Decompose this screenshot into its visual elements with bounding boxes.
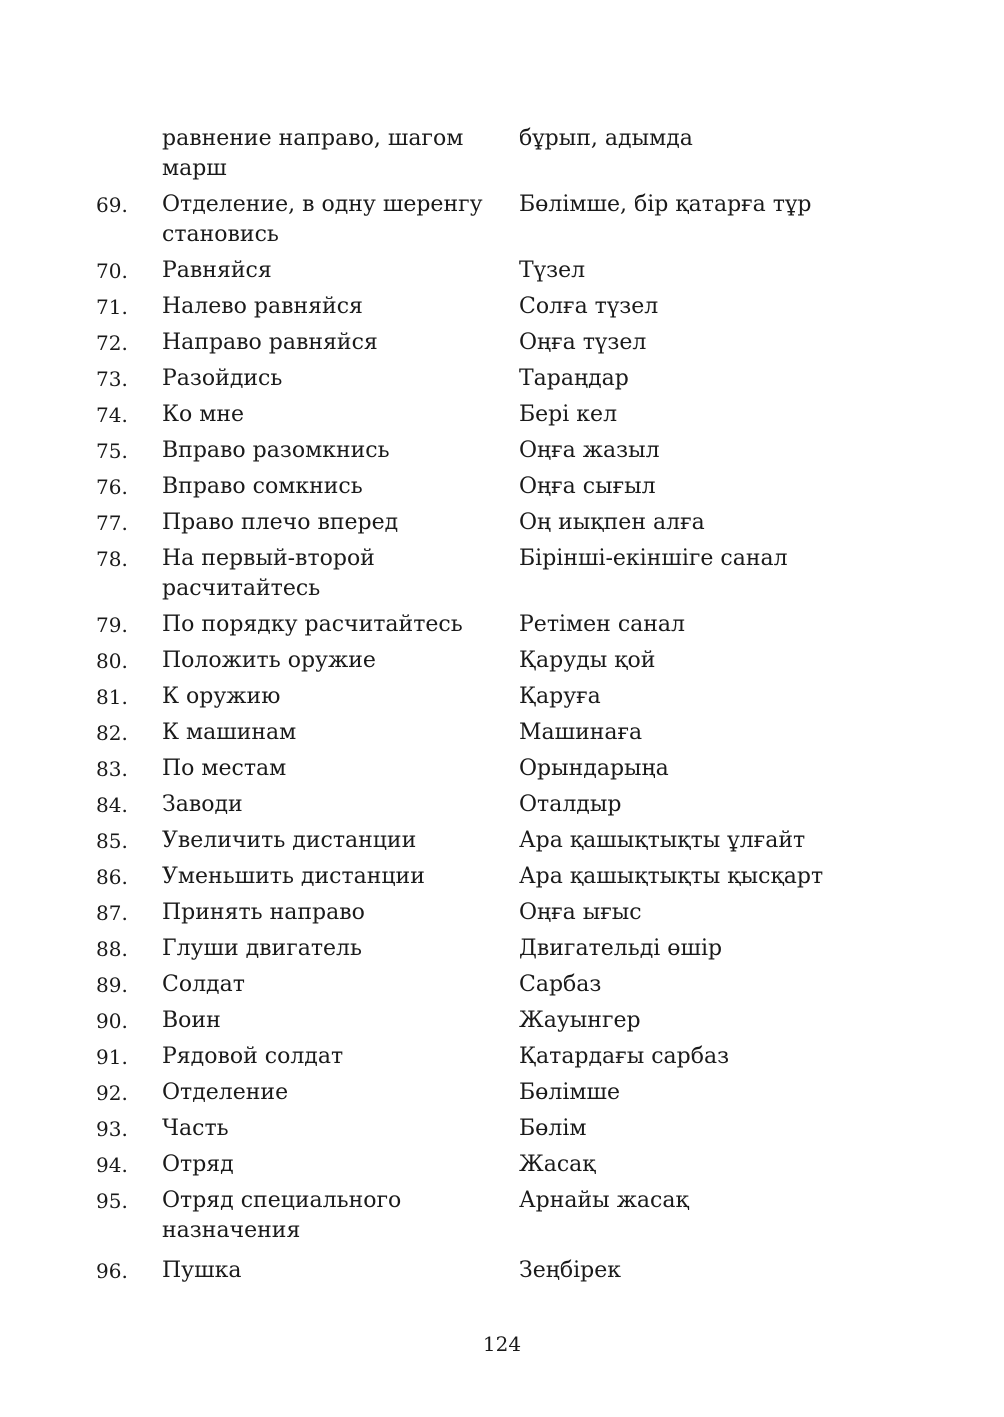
glossary-entry — [0, 790, 1004, 820]
entry-number: 77. — [96, 511, 128, 535]
kazakh-term: Бөлімше, бір қатарға тұр — [519, 192, 812, 217]
kazakh-term: Бері кел — [519, 402, 618, 427]
glossary-entry — [0, 1186, 1004, 1246]
kazakh-term: Қатардағы сарбаз — [519, 1044, 730, 1069]
russian-term: Увеличить дистанции — [162, 828, 417, 853]
glossary-list — [0, 124, 1004, 1292]
kazakh-term: Орындарыңа — [519, 756, 669, 781]
kazakh-term: Оңға түзел — [519, 330, 647, 355]
glossary-entry — [0, 436, 1004, 466]
russian-term: Отряд — [162, 1152, 234, 1177]
glossary-entry — [0, 400, 1004, 430]
entry-number: 95. — [96, 1189, 128, 1213]
russian-term: Отряд специального назначения — [162, 1188, 402, 1243]
russian-term: Разойдись — [162, 366, 283, 391]
glossary-entry — [0, 1042, 1004, 1072]
glossary-entry — [0, 934, 1004, 964]
glossary-entry — [0, 508, 1004, 538]
kazakh-term: Бөлімше — [519, 1080, 621, 1105]
glossary-entry — [0, 646, 1004, 676]
glossary-entry — [0, 718, 1004, 748]
glossary-entry — [0, 862, 1004, 892]
russian-term: Ко мне — [162, 402, 245, 427]
entry-number: 84. — [96, 793, 128, 817]
glossary-entry — [0, 1078, 1004, 1108]
glossary-entry — [0, 292, 1004, 322]
kazakh-term: Ара қашықтықты қысқарт — [519, 864, 824, 889]
russian-term: Направо равняйся — [162, 330, 378, 355]
kazakh-term: Жасақ — [519, 1152, 596, 1177]
glossary-entry — [0, 544, 1004, 604]
glossary-entry — [0, 1006, 1004, 1036]
russian-term: равнение направо, шагом марш — [162, 126, 464, 181]
russian-term: Равняйся — [162, 258, 272, 283]
russian-term: На первый-второй расчитайтесь — [162, 546, 375, 601]
kazakh-term: Бірінші-екіншіге санал — [519, 546, 788, 571]
entry-number: 69. — [96, 193, 128, 217]
glossary-entry — [0, 1256, 1004, 1286]
kazakh-term: Бөлім — [519, 1116, 587, 1141]
glossary-entry — [0, 1150, 1004, 1180]
glossary-entry — [0, 472, 1004, 502]
entry-number: 96. — [96, 1259, 128, 1283]
entry-number: 80. — [96, 649, 128, 673]
kazakh-term: Тараңдар — [519, 366, 629, 391]
entry-number: 93. — [96, 1117, 128, 1141]
entry-number: 79. — [96, 613, 128, 637]
glossary-entry — [0, 970, 1004, 1000]
kazakh-term: Оңға ығыс — [519, 900, 642, 925]
russian-term: Солдат — [162, 972, 245, 997]
russian-term: Уменьшить дистанции — [162, 864, 425, 889]
kazakh-term: Оңға сығыл — [519, 474, 656, 499]
glossary-entry — [0, 364, 1004, 394]
kazakh-term: Оталдыр — [519, 792, 622, 817]
entry-number: 91. — [96, 1045, 128, 1069]
glossary-entry — [0, 682, 1004, 712]
entry-number: 85. — [96, 829, 128, 853]
russian-term: Глуши двигатель — [162, 936, 362, 961]
entry-number: 76. — [96, 475, 128, 499]
russian-term: Отделение — [162, 1080, 289, 1105]
kazakh-term: Машинаға — [519, 720, 643, 745]
entry-number: 75. — [96, 439, 128, 463]
entry-number: 89. — [96, 973, 128, 997]
glossary-entry — [0, 190, 1004, 250]
kazakh-term: Оңға жазыл — [519, 438, 660, 463]
entry-number: 88. — [96, 937, 128, 961]
glossary-entry — [0, 826, 1004, 856]
kazakh-term: Ара қашықтықты ұлғайт — [519, 828, 806, 853]
russian-term: К машинам — [162, 720, 297, 745]
entry-number: 72. — [96, 331, 128, 355]
kazakh-term: Солға түзел — [519, 294, 659, 319]
glossary-entry — [0, 898, 1004, 928]
entry-number: 70. — [96, 259, 128, 283]
russian-term: По порядку расчитайтесь — [162, 612, 463, 637]
kazakh-term: Сарбаз — [519, 972, 602, 997]
kazakh-term: Жауынгер — [519, 1008, 641, 1033]
russian-term: Отделение, в одну шеренгу становись — [162, 192, 483, 247]
kazakh-term: Двигательді өшір — [519, 936, 723, 961]
glossary-entry — [0, 124, 1004, 184]
kazakh-term: Түзел — [519, 258, 586, 283]
entry-number: 83. — [96, 757, 128, 781]
entry-number: 86. — [96, 865, 128, 889]
glossary-entry — [0, 1114, 1004, 1144]
entry-number: 71. — [96, 295, 128, 319]
entry-number: 90. — [96, 1009, 128, 1033]
kazakh-term: Арнайы жасақ — [519, 1188, 689, 1213]
kazakh-term: Қаруды қой — [519, 648, 656, 673]
glossary-entry — [0, 256, 1004, 286]
kazakh-term: Ретімен санал — [519, 612, 686, 637]
entry-number: 82. — [96, 721, 128, 745]
page-number: 124 — [482, 1332, 522, 1356]
russian-term: Воин — [162, 1008, 221, 1033]
kazakh-term: Қаруға — [519, 684, 601, 709]
russian-term: К оружию — [162, 684, 281, 709]
russian-term: Вправо разомкнись — [162, 438, 390, 463]
russian-term: Право плечо вперед — [162, 510, 399, 535]
entry-number: 92. — [96, 1081, 128, 1105]
russian-term: Вправо сомкнись — [162, 474, 363, 499]
russian-term: Пушка — [162, 1258, 242, 1283]
entry-number: 81. — [96, 685, 128, 709]
glossary-entry — [0, 754, 1004, 784]
kazakh-term: бұрып, адымда — [519, 126, 693, 151]
entry-number: 94. — [96, 1153, 128, 1177]
entry-number: 87. — [96, 901, 128, 925]
entry-number: 78. — [96, 547, 128, 571]
russian-term: Часть — [162, 1116, 229, 1141]
entry-number: 73. — [96, 367, 128, 391]
russian-term: Принять направо — [162, 900, 365, 925]
russian-term: Налево равняйся — [162, 294, 363, 319]
kazakh-term: Зеңбірек — [519, 1258, 621, 1283]
russian-term: Положить оружие — [162, 648, 376, 673]
russian-term: Заводи — [162, 792, 243, 817]
entry-number: 74. — [96, 403, 128, 427]
glossary-entry — [0, 328, 1004, 358]
kazakh-term: Оң иықпен алға — [519, 510, 705, 535]
russian-term: Рядовой солдат — [162, 1044, 344, 1069]
glossary-entry — [0, 610, 1004, 640]
russian-term: По местам — [162, 756, 287, 781]
